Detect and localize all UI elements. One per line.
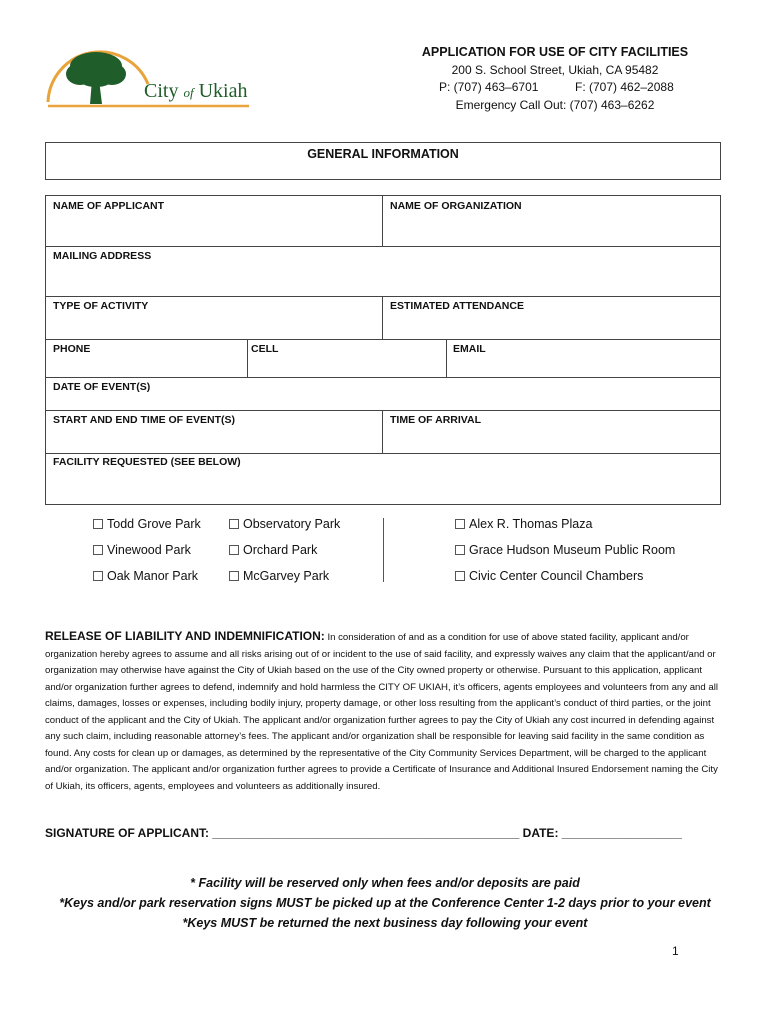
logo-ukiah-text: Ukiah [198, 80, 248, 102]
checkbox-icon[interactable] [229, 519, 239, 529]
checkbox-icon[interactable] [229, 571, 239, 581]
checkbox-icon[interactable] [93, 519, 103, 529]
time-of-arrival-field[interactable]: TIME OF ARRIVAL [390, 414, 481, 426]
facility-checkbox-mcgarvey[interactable] [229, 569, 329, 583]
facility-label: Todd Grove Park [107, 517, 201, 531]
phone-line: P: (707) 463–6701 [439, 80, 539, 94]
form-title: APPLICATION FOR USE OF CITY FACILITIES [421, 45, 689, 59]
checkbox-icon[interactable] [455, 519, 465, 529]
facility-label: Observatory Park [243, 517, 341, 531]
facility-label: Grace Hudson Museum Public Room [469, 543, 676, 557]
start-end-time-field[interactable]: START AND END TIME OF EVENT(S) [53, 414, 235, 426]
facility-label: Civic Center Council Chambers [469, 569, 644, 583]
general-info-box [45, 142, 721, 180]
facility-label: Orchard Park [243, 543, 318, 557]
logo-city-text: City [144, 80, 179, 102]
checkbox-icon[interactable] [455, 571, 465, 581]
release-body: In consideration of and as a condition for use of above stated facility, applicant and/or organization hereby agrees to assume and all risks arising out of or incident to the use of said facility, and expressly waives any claim that the applicant/and or organization may otherwise have against the City of Ukiah based on the use of the City owned property or otherwise. Pursuant to this application, applicant and/or organization further agrees to defend, indemnify and hold harmless the CITY OF UKIAH, it’s officers, agents employees and volunteers from any and all claims, damages, losses or expenses, including bodily injury, property damage, or other loss resulting from the applicant’s conduct of third parties, or the joint conduct of the applicant and the City of Ukiah. The applicant and/or organization further agrees to pay the City of Ukiah any cost incurred in defending against any such claim, including reasonable attorney’s fees. The applicant and/or organization shall be responsible for leaving said facility in the same condition as found. Any costs for clean up or damages, as determined by the representative of the City Community Services Department, will be charged to the applicant and/or organization. The applicant and/or organization further agrees to provide a Certificate of Insurance and Additional Insured Endorsement naming the City of Ukiah, its officers, agents, employees and volunteers as additionally insured. [45, 632, 718, 792]
facility-label: Vinewood Park [107, 543, 191, 557]
facility-checkbox-todd-grove[interactable] [93, 517, 201, 531]
general-info-title: GENERAL INFORMATION [307, 147, 459, 161]
fax-line: F: (707) 462–2088 [575, 80, 674, 94]
emergency-line: Emergency Call Out: (707) 463–6262 [455, 98, 655, 112]
checkbox-icon[interactable] [229, 545, 239, 555]
facility-requested-field[interactable]: FACILITY REQUESTED (SEE BELOW) [53, 456, 241, 468]
page-number: 1 [672, 944, 679, 958]
phone-field[interactable]: PHONE [53, 343, 91, 355]
facility-label: McGarvey Park [243, 569, 330, 583]
note-keys-pickup: *Keys and/or park reservation signs MUST be picked up at the Conference Center 1-2 days prior to your event [59, 896, 711, 910]
facility-label: Oak Manor Park [107, 569, 199, 583]
facility-checkbox-vinewood[interactable] [93, 543, 191, 557]
facility-column-divider [383, 518, 384, 582]
type-of-activity-field[interactable]: TYPE OF ACTIVITY [53, 300, 149, 312]
checkbox-icon[interactable] [93, 545, 103, 555]
release-heading: RELEASE OF LIABILITY AND INDEMNIFICATION: [45, 629, 325, 643]
facility-checkbox-oak-manor[interactable] [93, 569, 198, 583]
name-of-organization-field[interactable]: NAME OF ORGANIZATION [390, 200, 522, 212]
application-form-grid [45, 195, 721, 505]
cell-field[interactable]: CELL [251, 343, 279, 355]
checkbox-icon[interactable] [455, 545, 465, 555]
note-keys-return: *Keys MUST be returned the next business day following your event [182, 916, 588, 930]
estimated-attendance-field[interactable]: ESTIMATED ATTENDANCE [390, 300, 524, 312]
address-line: 200 S. School Street, Ukiah, CA 95482 [451, 63, 659, 77]
facility-checkbox-observatory[interactable] [229, 517, 340, 531]
facility-checkbox-alex-thomas[interactable] [455, 517, 592, 531]
signature-line[interactable]: SIGNATURE OF APPLICANT: ______________________________________________ DATE: __________________ [45, 826, 682, 840]
checkbox-icon[interactable] [93, 571, 103, 581]
date-of-events-field[interactable]: DATE OF EVENT(S) [53, 381, 151, 393]
name-of-applicant-field[interactable]: NAME OF APPLICANT [53, 200, 165, 212]
email-field[interactable]: EMAIL [453, 343, 486, 355]
facility-checkbox-orchard[interactable] [229, 543, 317, 557]
city-of-ukiah-logo [44, 44, 254, 116]
facility-checkbox-civic-center[interactable] [455, 569, 643, 583]
release-of-liability [45, 628, 725, 795]
logo-of-text: of [183, 85, 194, 100]
mailing-address-field[interactable]: MAILING ADDRESS [53, 250, 152, 262]
facility-checkbox-grace-hudson[interactable] [455, 543, 675, 557]
facility-label: Alex R. Thomas Plaza [469, 517, 593, 531]
note-fees: * Facility will be reserved only when fees and/or deposits are paid [190, 876, 580, 890]
